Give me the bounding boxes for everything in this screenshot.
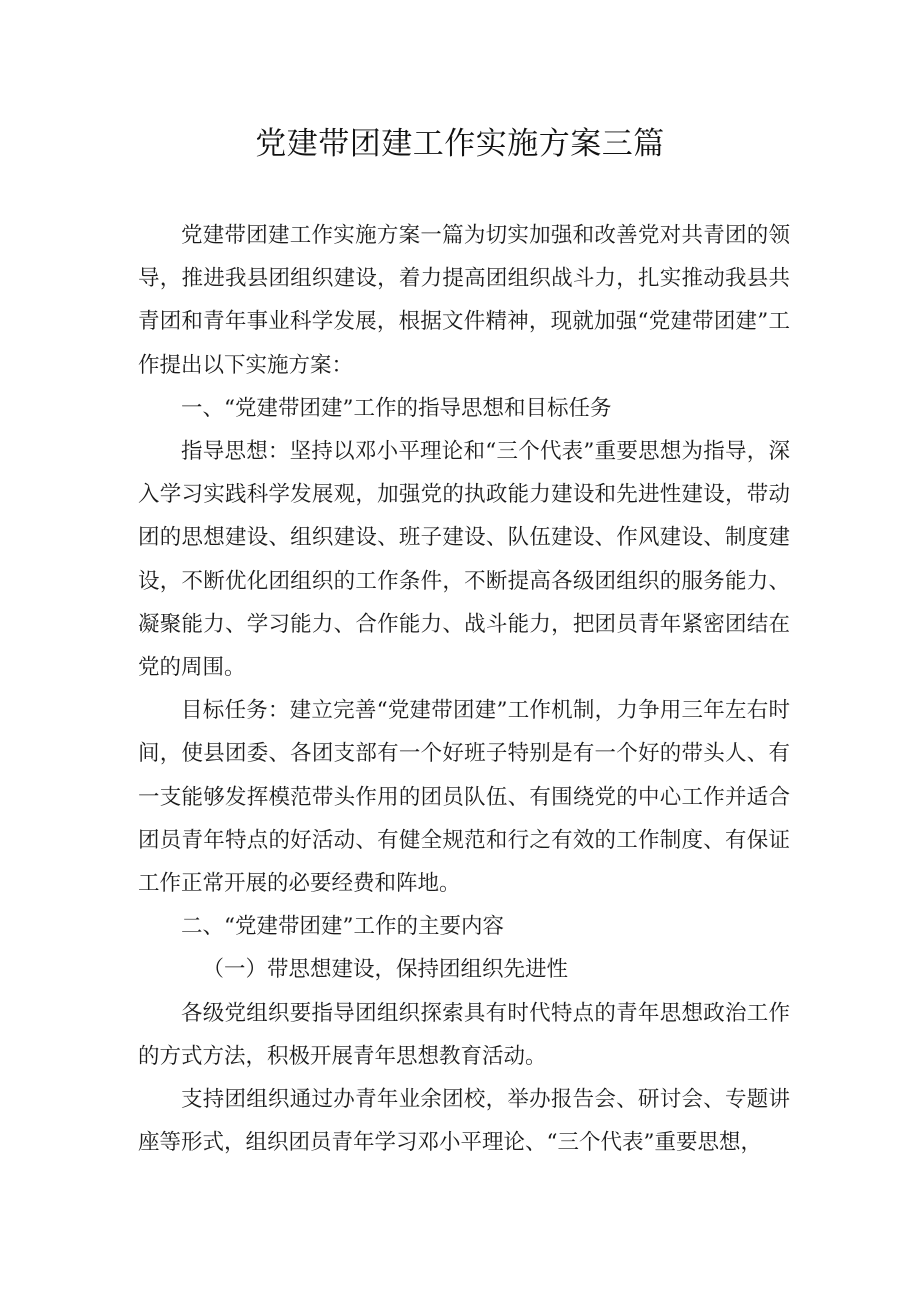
subsection-heading-1: （一）带思想建设，保持团组织先进性 bbox=[202, 957, 569, 983]
ideology-work-paragraph: 各级党组织要指导团组织探索具有时代特点的青年思想政治工作的方式方法，积极开展青年思想教育活动。 bbox=[138, 1000, 790, 1069]
section-heading-1: 一、“党建带团建”工作的指导思想和目标任务 bbox=[181, 395, 612, 421]
objectives-paragraph: 目标任务：建立完善“党建带团建”工作机制，力争用三年左右时间，使县团委、各团支部有一个好班子特别是有一个好的带头人、有一支能够发挥模范带头作用的团员队伍、有围绕党的中心工作并适合团员青年特点的好活动、有健全规范和行之有效的工作制度、有保证工作正常开展的必要经费和阵地。 bbox=[138, 698, 790, 897]
intro-paragraph: 党建带团建工作实施方案一篇为切实加强和改善党对共青团的领导，推进我县团组织建设，着力提高团组织战斗力，扎实推动我县共青团和青年事业科学发展，根据文件精神，现就加强“党建带团建”工作提出以下实施方案： bbox=[138, 223, 790, 378]
section-heading-2: 二、“党建带团建”工作的主要内容 bbox=[181, 914, 504, 940]
document-title: 党建带团建工作实施方案三篇 bbox=[255, 126, 665, 162]
guiding-ideology-paragraph: 指导思想：坚持以邓小平理论和“三个代表”重要思想为指导，深入学习实践科学发展观，加强党的执政能力建设和先进性建设，带动团的思想建设、组织建设、班子建设、队伍建设、作风建设、制度建设，不断优化团组织的工作条件，不断提高各级团组织的服务能力、凝聚能力、学习能力、合作能力、战斗能力，把团员青年紧密团结在党的周围。 bbox=[138, 439, 790, 681]
support-paragraph: 支持团组织通过办青年业余团校，举办报告会、研讨会、专题讲座等形式，组织团员青年学习邓小平理论、“三个代表”重要思想， bbox=[138, 1087, 790, 1156]
document-body bbox=[138, 214, 790, 1164]
